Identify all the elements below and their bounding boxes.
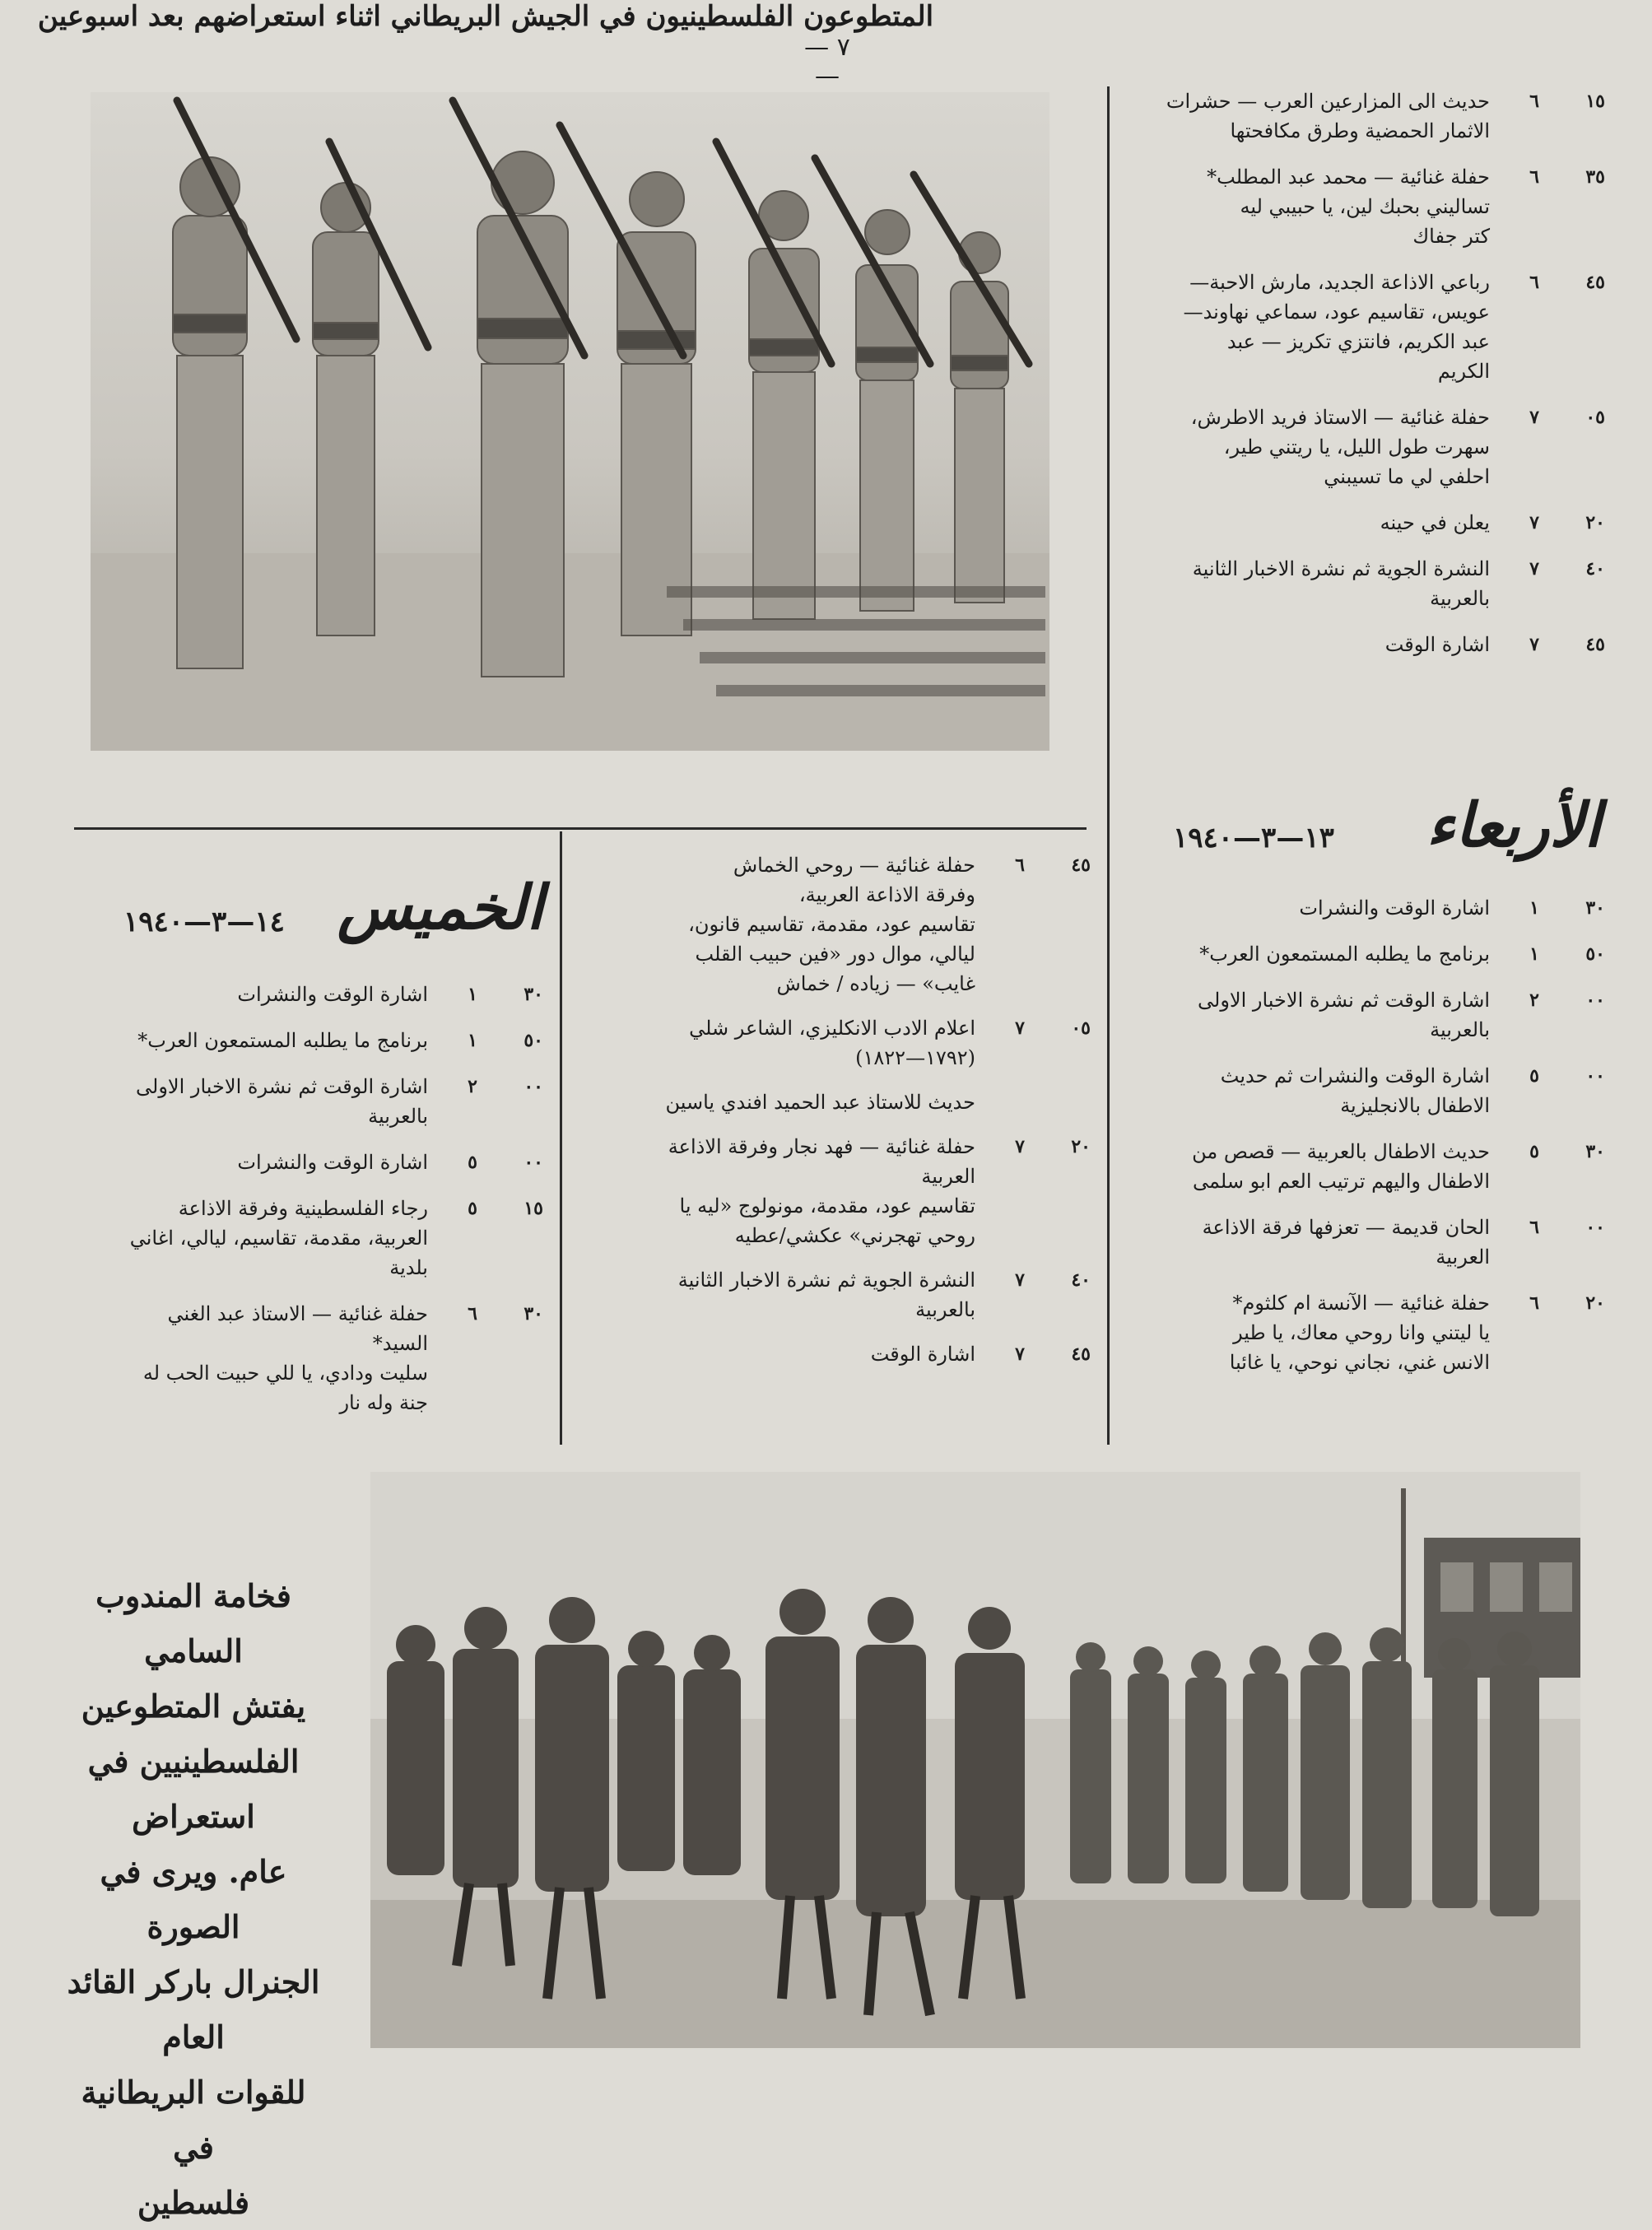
entry-text [58, 1299, 428, 1418]
entry-text [58, 1072, 428, 1131]
entry-text [576, 850, 975, 999]
entry-minute: ٣٠ [1585, 1141, 1605, 1162]
entry-line: بالعربية [915, 1298, 975, 1321]
schedule-entry [1111, 1213, 1605, 1272]
caption-line: الفلسطينيين في استعراض [87, 1743, 300, 1835]
entry-line: روحي تهجرني» عكشي/عطيه [734, 1224, 975, 1247]
schedule-entry [576, 1087, 1091, 1117]
schedule-entry [58, 1026, 543, 1055]
entry-line: حفلة غنائية — الآنسة ام كلثوم* [1232, 1292, 1490, 1315]
entry-text [1128, 268, 1490, 386]
entry-text [58, 1026, 428, 1055]
entry-line: يا ليتني وانا روحي معاك، يا طير [1233, 1321, 1490, 1344]
entry-line: عويس، تقاسيم عود، سماعي نهاوند— [1183, 300, 1490, 324]
entry-line: الحان قديمة — تعزفها فرقة الاذاعة [1202, 1216, 1490, 1239]
schedule-entry [58, 1072, 543, 1131]
entry-line: برنامج ما يطلبه المستمعون العرب* [1199, 943, 1490, 966]
entry-minute: ٠٠ [1585, 1217, 1605, 1238]
schedule-entry [1111, 1137, 1605, 1196]
schedule-entry [1128, 403, 1605, 491]
middle-column-rule [560, 831, 562, 1445]
entry-line: حفلة غنائية — روحي الخماش [733, 854, 975, 877]
caption-line: يفتش المتطوعين [81, 1688, 306, 1725]
entry-hour: ٥ [1529, 1065, 1539, 1087]
entry-minute: ٠٥ [1585, 407, 1605, 428]
entry-text [1128, 630, 1490, 659]
entry-hour: ٦ [468, 1303, 477, 1324]
wednesday-day-name: الأربعاء [1426, 790, 1601, 861]
schedule-entry [58, 980, 543, 1009]
entry-text [1128, 86, 1490, 146]
entry-hour: ٦ [1529, 166, 1539, 188]
entry-line: بالعربية [1430, 587, 1490, 610]
schedule-entry [1111, 985, 1605, 1045]
entry-line: العربية [921, 1165, 975, 1188]
entry-line: حفلة غنائية — محمد عبد المطلب* [1207, 165, 1490, 189]
schedule-entry [576, 1339, 1091, 1369]
entry-text [58, 1148, 428, 1177]
entry-minute: ٤٠ [1585, 558, 1605, 580]
entry-minute: ٤٥ [1071, 854, 1091, 876]
thursday-date: ١٤—٣—١٩٤٠ [123, 906, 285, 938]
entry-text [1111, 1288, 1490, 1377]
entry-text [576, 1265, 975, 1324]
entry-line: اشارة الوقت ثم نشرة الاخبار الاولى [136, 1075, 428, 1098]
entry-minute: ٥٠ [1585, 943, 1605, 965]
entry-line: اعلام الادب الانكليزي، الشاعر شلي [689, 1017, 975, 1040]
entry-text [1128, 508, 1490, 538]
entry-text [1111, 985, 1490, 1045]
entry-line: حفلة غنائية — فهد نجار وفرقة الاذاعة [668, 1135, 975, 1158]
entry-line: الانس غني، نجاني نوحي، يا غائبا [1229, 1351, 1490, 1374]
entry-line: بالعربية [1430, 1018, 1490, 1041]
entry-hour: ٧ [1015, 1017, 1025, 1039]
entry-line: اشارة الوقت [1384, 633, 1490, 656]
schedule-entry [1128, 508, 1605, 538]
entry-text [58, 980, 428, 1009]
caption-line: للقوات البريطانية في [81, 2074, 306, 2166]
entry-line: اشارة الوقت والنشرات [237, 1151, 428, 1174]
entry-line: حفلة غنائية — الاستاذ عبد الغني [167, 1302, 428, 1325]
entry-text [576, 1013, 975, 1073]
entry-minute: ١٥ [524, 1198, 543, 1219]
entry-text [1111, 893, 1490, 923]
entry-line: رباعي الاذاعة الجديد، مارش الاحبة— [1189, 271, 1490, 294]
entry-hour: ٧ [1529, 512, 1539, 533]
entry-line: (١٧٩٢—١٨٢٢) [855, 1046, 975, 1069]
right-column-rule [1107, 86, 1110, 1445]
bottom-photo-inspection [370, 1472, 1580, 2048]
schedule-entry [576, 1013, 1091, 1073]
entry-text [1128, 162, 1490, 251]
thursday-heading [123, 873, 543, 971]
caption-line: الجنرال باركر القائد العام [67, 1963, 320, 2055]
schedule-entry [1128, 268, 1605, 386]
entry-minute: ٠٥ [1071, 1017, 1091, 1039]
entry-minute: ٣٠ [1585, 897, 1605, 919]
schedule-entry [576, 850, 1091, 999]
entry-text [1128, 403, 1490, 491]
entry-text [1111, 1137, 1490, 1196]
entry-line: بالعربية [368, 1105, 428, 1128]
entry-line: احلفي لي ما تسيبني [1324, 465, 1490, 488]
entry-minute: ٤٥ [1071, 1343, 1091, 1365]
entry-line: سليت ودادي، يا للي حبيت الحب له [142, 1362, 428, 1385]
entry-minute: ٢٠ [1071, 1136, 1091, 1157]
entry-line: النشرة الجوية ثم نشرة الاخبار الثانية [1192, 557, 1490, 580]
entry-text [576, 1339, 975, 1369]
entry-minute: ٥٠ [524, 1030, 543, 1051]
entry-line: العربية [1436, 1245, 1490, 1269]
caption-line: فخامة المندوب السامي [95, 1577, 291, 1669]
schedule-entry [58, 1148, 543, 1177]
entry-line: العربية، مقدمة، تقاسيم، ليالي، اغاني [129, 1227, 428, 1250]
entry-line: تساليني بحبك لين، يا حبيبي ليه [1240, 195, 1490, 218]
schedule-entry [58, 1299, 543, 1418]
entry-hour: ٦ [1529, 91, 1539, 112]
entry-minute: ٤٠ [1071, 1269, 1091, 1291]
entry-line: وفرقة الاذاعة العربية، [798, 883, 975, 906]
entry-line: كتر جفاك [1412, 225, 1490, 248]
entry-minute: ٠٠ [524, 1076, 543, 1097]
top-photo-caption: المتطوعون الفلسطينيون في الجيش البريطاني اثناء استعراضهم بعد اسبوعين [37, 0, 934, 33]
entry-line: اشارة الوقت والنشرات [1299, 896, 1490, 919]
entry-hour: ٧ [1529, 407, 1539, 428]
caption-underline [74, 827, 1087, 830]
page-number: — ٧ — [804, 33, 850, 91]
entry-hour: ٧ [1529, 634, 1539, 655]
entry-line: حديث الاطفال بالعربية — قصص من [1192, 1140, 1490, 1163]
wednesday-date: ١٣—٣—١٩٤٠ [1173, 822, 1334, 854]
entry-minute: ١٥ [1585, 91, 1605, 112]
entry-text [1128, 554, 1490, 613]
caption-line: عام. ويرى في الصورة [100, 1853, 287, 1945]
entry-text [576, 1087, 975, 1117]
entry-hour: ٥ [1529, 1141, 1539, 1162]
entry-hour: ١ [468, 1030, 477, 1051]
entry-hour: ٦ [1015, 854, 1025, 876]
entry-hour: ٧ [1015, 1269, 1025, 1291]
entry-minute: ٢٠ [1585, 1292, 1605, 1314]
entry-text [1111, 1061, 1490, 1120]
entry-minute: ٣٥ [1585, 166, 1605, 188]
entry-minute: ٣٠ [524, 1303, 543, 1324]
entry-line: اشارة الوقت ثم نشرة الاخبار الاولى [1198, 989, 1490, 1012]
entry-line: تقاسيم عود، مقدمة، مونولوج «ليه يا [679, 1194, 975, 1217]
entry-hour: ٧ [1015, 1136, 1025, 1157]
entry-line: يعلن في حينه [1380, 511, 1490, 534]
entry-line: تقاسيم عود، مقدمة، تقاسيم قانون، [688, 913, 975, 936]
schedule-entry [1111, 1288, 1605, 1377]
entry-text [576, 1132, 975, 1250]
thursday-day-name: الخميس [337, 873, 543, 943]
entry-hour: ٦ [1529, 1217, 1539, 1238]
entry-minute: ٢٠ [1585, 512, 1605, 533]
entry-text [1111, 939, 1490, 969]
entry-line: السيد* [372, 1332, 428, 1355]
entry-line: جنة وله نار [339, 1391, 428, 1414]
entry-hour: ٢ [468, 1076, 477, 1097]
schedule-entry [576, 1265, 1091, 1324]
schedule-entry [576, 1132, 1091, 1250]
schedule-entry [1111, 893, 1605, 923]
entry-line: حديث للاستاذ عبد الحميد افندي ياسين [665, 1091, 975, 1114]
entry-hour: ٢ [1529, 989, 1539, 1011]
entry-line: عبد الكريم، فانتزي تكريز — عبد [1226, 330, 1490, 353]
schedule-entry [1128, 86, 1605, 146]
schedule-entry [1111, 1061, 1605, 1120]
entry-line: غايب» — زياده / خماش [776, 972, 975, 995]
entry-line: حفلة غنائية — الاستاذ فريد الاطرش، [1190, 406, 1490, 429]
caption-line: فلسطين [137, 2184, 250, 2221]
entry-line: سهرت طول الليل، يا ريتني طير، [1223, 435, 1490, 459]
schedule-entry [1128, 554, 1605, 613]
wednesday-heading [1173, 790, 1601, 881]
entry-hour: ٥ [468, 1152, 477, 1173]
schedule-entry [1111, 939, 1605, 969]
entry-line: حديث الى المزارعين العرب — حشرات [1166, 90, 1490, 113]
entry-line: رجاء الفلسطينية وفرقة الاذاعة [178, 1197, 428, 1220]
entry-hour: ٦ [1529, 272, 1539, 293]
entry-hour: ٥ [468, 1198, 477, 1219]
entry-minute: ٠٠ [1585, 989, 1605, 1011]
schedule-entry [1128, 162, 1605, 251]
entry-line: الاطفال واليهم ترتيب العم ابو سلمى [1193, 1170, 1490, 1193]
entry-minute: ٠٠ [524, 1152, 543, 1173]
entry-hour: ١ [1529, 897, 1539, 919]
entry-line: اشارة الوقت والنشرات [237, 983, 428, 1006]
entry-text [1111, 1213, 1490, 1272]
bottom-photo-caption [58, 1568, 329, 2230]
schedule-entry [1128, 630, 1605, 659]
entry-line: النشرة الجوية ثم نشرة الاخبار الثانية [677, 1269, 975, 1292]
schedule-entry [58, 1194, 543, 1283]
entry-line: الاثمار الحمضية وطرق مكافحتها [1230, 119, 1490, 142]
entry-minute: ٠٠ [1585, 1065, 1605, 1087]
entry-hour: ١ [468, 984, 477, 1005]
entry-line: برنامج ما يطلبه المستمعون العرب* [137, 1029, 428, 1052]
entry-line: ليالي، موال دور «فين حبيب القلب [695, 943, 975, 966]
entry-hour: ٧ [1015, 1343, 1025, 1365]
entry-minute: ٤٥ [1585, 272, 1605, 293]
entry-hour: ٦ [1529, 1292, 1539, 1314]
entry-text [58, 1194, 428, 1283]
entry-hour: ١ [1529, 943, 1539, 965]
top-photo-soldiers [91, 92, 1049, 751]
entry-hour: ٧ [1529, 558, 1539, 580]
entry-line: الكريم [1437, 360, 1490, 383]
entry-line: بلدية [389, 1256, 428, 1279]
entry-minute: ٣٠ [524, 984, 543, 1005]
entry-line: اشارة الوقت والنشرات ثم حديث [1220, 1064, 1490, 1087]
entry-line: الاطفال بالانجليزية [1340, 1094, 1490, 1117]
entry-line: اشارة الوقت [870, 1343, 975, 1366]
entry-minute: ٤٥ [1585, 634, 1605, 655]
